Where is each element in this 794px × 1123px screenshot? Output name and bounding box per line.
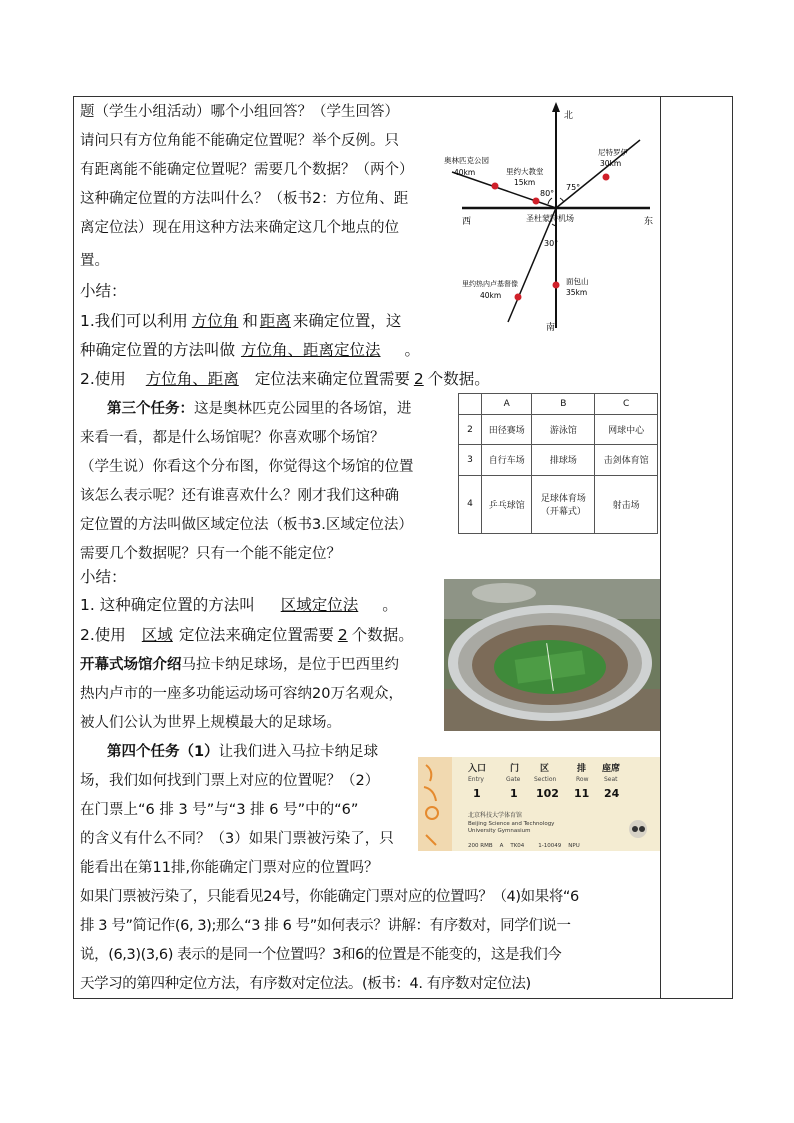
stadium-photo	[444, 579, 660, 731]
task3-line4: 该怎么表示呢？还有谁喜欢什么？刚才我们这种确	[80, 488, 399, 504]
point-cathedral	[533, 198, 540, 205]
ticket-en-row: Row	[576, 776, 589, 783]
label-north: 北	[564, 111, 574, 121]
task3-line3: （学生说）你看这个分布图，你觉得这个场馆的位置	[80, 459, 414, 475]
ticket-venue-en1: Beijing Science and Technology	[468, 821, 555, 827]
dist-christ-statue: 40km	[480, 291, 502, 300]
grid-cell: 乒乓球馆	[482, 475, 532, 533]
dist-olympic-park: 40km	[454, 168, 476, 177]
task4-line1: 第四个任务（1）让我们进入马拉卡纳足球	[107, 744, 379, 760]
venue-line2: 热内卢市的一座多功能运动场可容纳20万名观众，	[80, 686, 403, 702]
compass-diagram	[440, 100, 660, 332]
ticket-value-section: 102	[536, 787, 559, 800]
stadium-illustration	[444, 579, 660, 731]
grid-cell: 3	[459, 445, 482, 475]
grid-cell: 游泳馆	[532, 415, 595, 445]
task4-line2: 场，我们如何找到门票上对应的位置呢？（2）	[80, 773, 380, 789]
task4-line8: 说，(6,3)(3,6) 表示的是同一个位置吗？3和6的位置是不能变的，这是我们今	[80, 947, 562, 963]
grid-cell: 4	[459, 475, 482, 533]
para1-line2: 请问只有方位角能不能确定位置呢？举个反例。只	[80, 133, 399, 149]
ticket-header-gate: 门	[510, 764, 520, 774]
label-south: 南	[546, 323, 556, 332]
angle-30-label: 30°	[544, 239, 559, 248]
ticket-footer: 200 RMB A TK04 1-10049 NPU	[468, 843, 580, 849]
summary1-title: 小结：	[80, 282, 127, 300]
dist-sugarloaf: 35km	[566, 288, 588, 297]
task4-line4: 的含义有什么不同？（3）如果门票被污染了，只	[80, 831, 394, 847]
task4-line9: 天学习的第四种定位方法，有序数对定位法。(板书：4. 有序数对定位法)	[80, 976, 531, 992]
ticket-value-entry: 1	[473, 787, 481, 800]
grid-row	[459, 475, 658, 533]
north-arrow-icon	[552, 102, 560, 112]
grid-header-row	[459, 394, 658, 415]
point-olympic-park	[492, 183, 499, 190]
angle-75-label: 75°	[566, 183, 581, 192]
ticket-value-gate: 1	[510, 787, 518, 800]
task3-line6: 需要几个数据呢？只有一个能不能定位？	[80, 546, 341, 562]
venue-line3: 被人们公认为世界上规模最大的足球场。	[80, 715, 341, 731]
point-sugarloaf	[553, 282, 560, 289]
right-column-divider	[660, 96, 661, 999]
ticket-en-section: Section	[534, 776, 557, 783]
label-cathedral: 里约大教堂	[506, 167, 544, 176]
ticket-header-section: 区	[540, 764, 550, 774]
task3-line1: 第三个任务：这是奥林匹克公园里的各场馆，进	[107, 401, 412, 417]
angle-80-label: 80°	[540, 189, 555, 198]
ticket-venue-en2: University Gymnasium	[468, 828, 531, 834]
point-niteroi	[603, 174, 610, 181]
grid-row	[459, 415, 658, 445]
grid-row	[459, 445, 658, 475]
ticket-header-row: 排	[577, 764, 587, 774]
angle-arc-80	[548, 198, 552, 204]
task4-line5: 能看出在第11排,你能确定门票对应的位置吗？	[80, 860, 379, 876]
ticket-en-gate: Gate	[506, 776, 521, 783]
ticket-value-row: 11	[574, 787, 590, 800]
summary1-q1: 1.我们可以利用 方位角 和 距离 来确定位置，这	[80, 312, 402, 330]
label-niteroi: 尼特罗伊	[598, 148, 628, 157]
dist-cathedral: 15km	[514, 178, 536, 187]
point-christ-statue	[515, 294, 522, 301]
label-sugarloaf: 面包山	[566, 277, 589, 286]
grid-cell: 2	[459, 415, 482, 445]
grid-cell: 排球场	[532, 445, 595, 475]
label-olympic-park: 奥林匹克公园	[444, 156, 489, 165]
summary2-q2: 2.使用 区域 定位法来确定位置需要 2 个数据。	[80, 626, 414, 644]
task4-line7: 排 3 号”简记作(6, 3);那么“3 排 6 号”如何表示？讲解：有序数对，同学们说一	[80, 918, 571, 934]
ticket-header-seat: 座席	[602, 764, 621, 774]
grid-header-cell: C	[595, 394, 658, 415]
task4-line3: 在门票上“6 排 3 号”与“3 排 6 号”中的“6”	[80, 802, 359, 818]
grid-cell: 田径赛场	[482, 415, 532, 445]
para1-line6: 置。	[80, 253, 109, 269]
ticket-image	[418, 757, 660, 851]
dist-niteroi: 30km	[600, 159, 622, 168]
grid-cell: 自行车场	[482, 445, 532, 475]
label-west: 西	[462, 217, 472, 227]
summary2-q1: 1. 这种确定位置的方法叫 区域定位法 。	[80, 596, 398, 614]
summary1-q2: 2.使用 方位角、距离 定位法来确定位置需要 2 个数据。	[80, 370, 490, 388]
task3-line2: 来看一看，都是什么场馆呢？你喜欢哪个场馆？	[80, 430, 385, 446]
grid-cell: 射击场	[595, 475, 658, 533]
ticket-venue-cn: 北京科技大学体育馆	[468, 812, 523, 819]
angle-arc-75	[560, 198, 564, 202]
line-christ-statue	[508, 208, 559, 322]
summary2-title: 小结：	[80, 568, 127, 586]
grid-header-cell	[459, 394, 482, 415]
venue-grid-table	[458, 393, 658, 534]
ticket-illustration	[418, 757, 660, 851]
ticket-en-entry: Entry	[468, 776, 484, 783]
grid-cell: 击剑体育馆	[595, 445, 658, 475]
para1-line3: 有距离能不能确定位置呢？需要几个数据？（两个）	[80, 162, 414, 178]
grid-header-cell: A	[482, 394, 532, 415]
summary1-q1-cont: 种确定位置的方法叫做 方位角、距离定位法 。	[80, 341, 421, 359]
grid-header-cell: B	[532, 394, 595, 415]
task3-line5: 定位置的方法叫做区域定位法（板书3.区域定位法）	[80, 517, 413, 533]
ticket-en-seat: Seat	[604, 776, 618, 783]
label-center: 圣杜蒙特机场	[526, 214, 574, 223]
grid-cell: 网球中心	[595, 415, 658, 445]
para1-line4: 这种确定位置的方法叫什么？（板书2：方位角、距	[80, 191, 409, 207]
label-christ-statue: 里约热内卢基督像	[462, 280, 518, 288]
para1-line5: 离定位法）现在用这种方法来确定这几个地点的位	[80, 220, 399, 236]
para1-line1: 题（学生小组活动）哪个小组回答？（学生回答）	[80, 104, 399, 120]
ticket-value-seat: 24	[604, 787, 620, 800]
ticket-header-entry: 入口	[468, 764, 487, 774]
label-east: 东	[644, 217, 654, 227]
venue-line1: 开幕式场馆介绍马拉卡纳足球场，是位于巴西里约	[80, 657, 399, 673]
task4-line6: 如果门票被污染了，只能看见24号，你能确定门票对应的位置吗？（4)如果将“6	[80, 889, 579, 905]
grid-cell: 足球体育场 （开幕式）	[532, 475, 595, 533]
